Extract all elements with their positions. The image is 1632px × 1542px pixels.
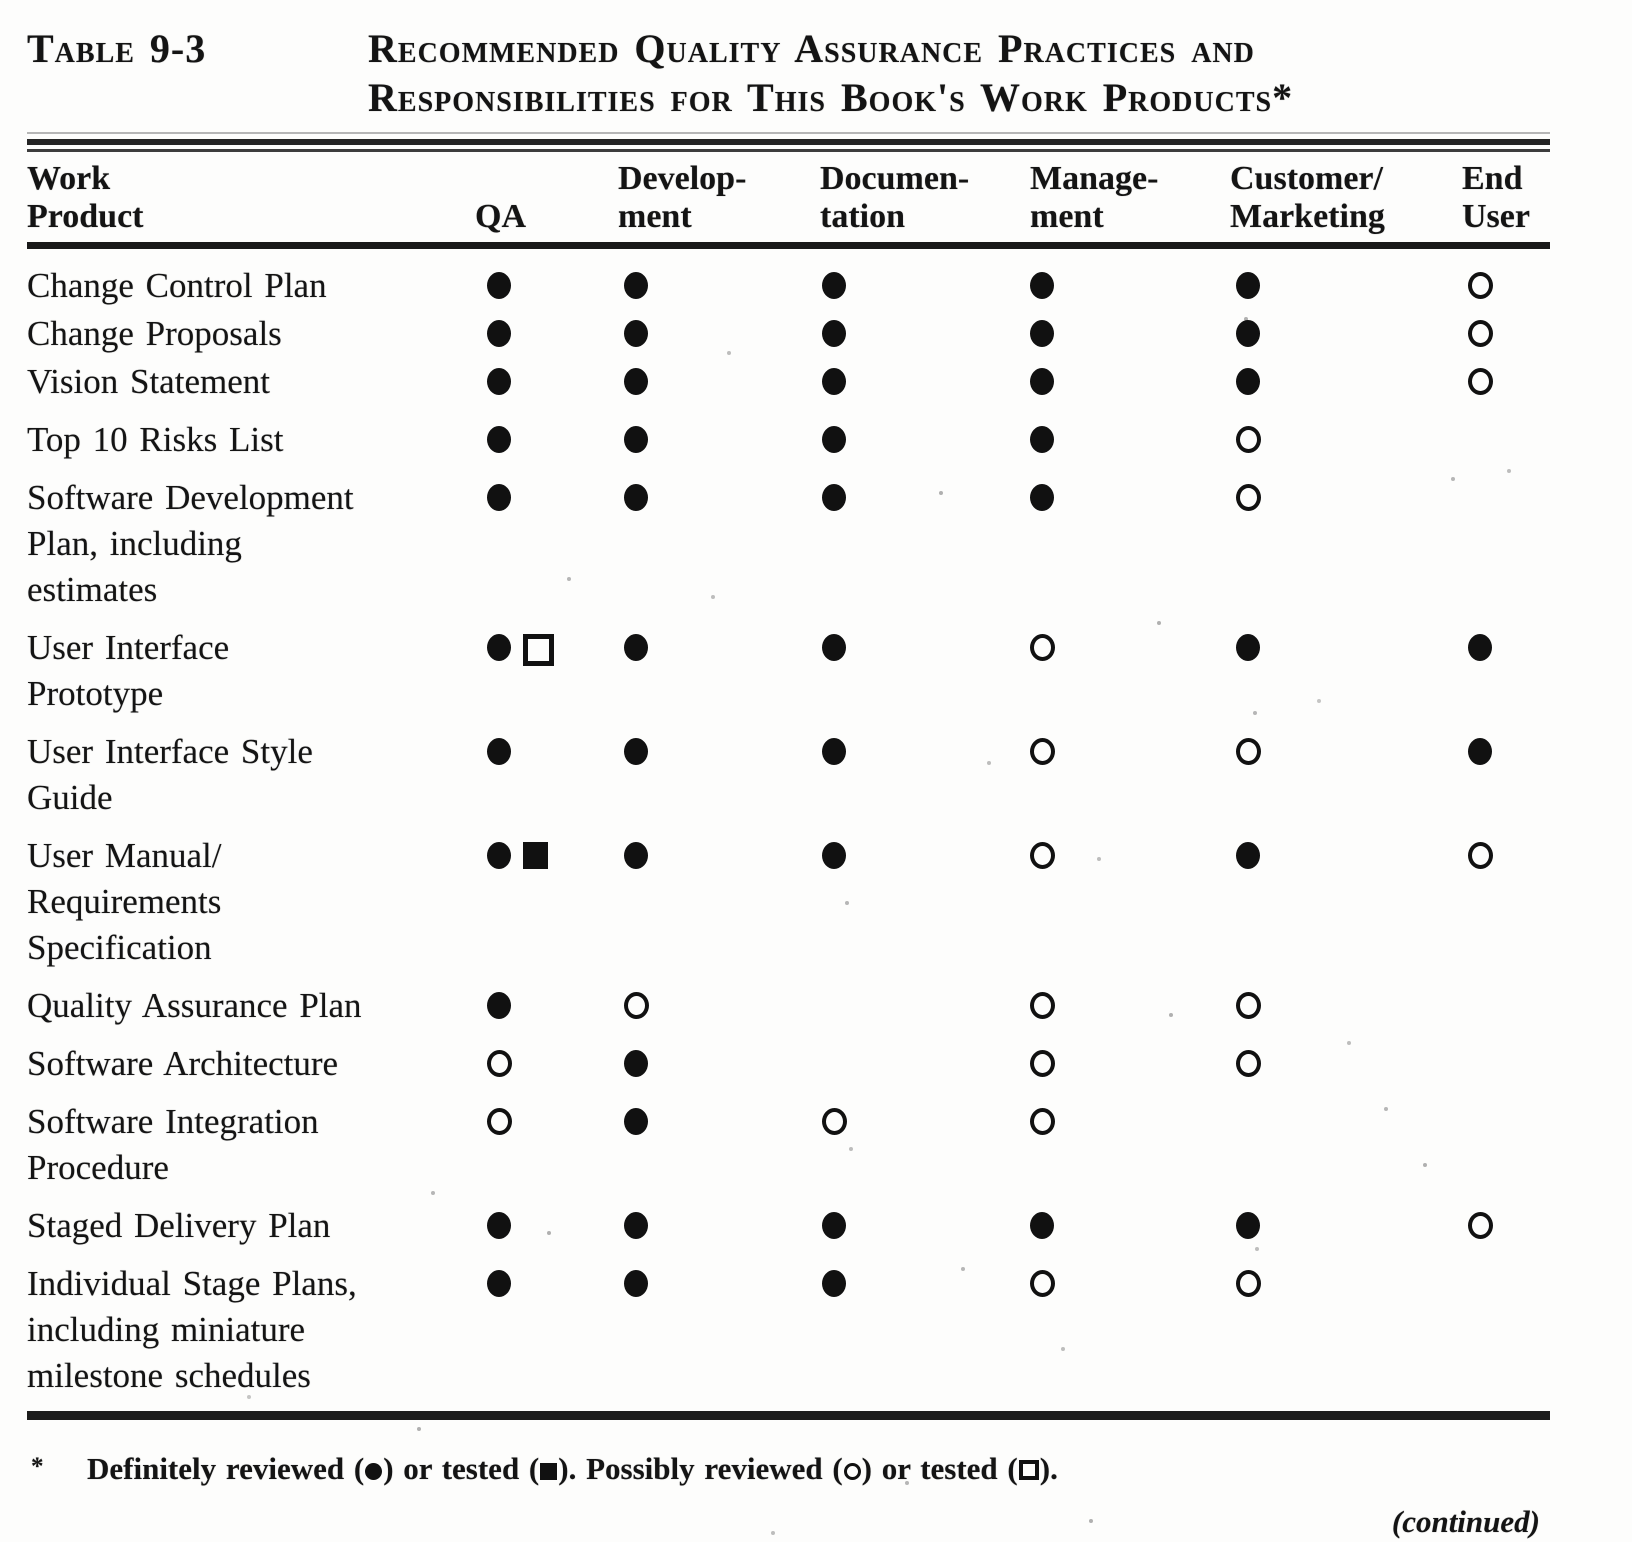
open-circle-icon bbox=[1468, 368, 1493, 395]
column-header-development bbox=[602, 160, 802, 236]
work-product-name bbox=[27, 1261, 457, 1399]
responsibility-cell bbox=[1012, 1203, 1212, 1249]
column-header-line: Manage- bbox=[1030, 160, 1159, 197]
filled-circle-icon bbox=[487, 426, 511, 453]
responsibility-cell bbox=[1012, 729, 1212, 821]
table-row bbox=[27, 359, 1550, 405]
footnote-marker: * bbox=[31, 1453, 44, 1480]
table-row bbox=[27, 1041, 1550, 1087]
responsibility-cell bbox=[1012, 833, 1212, 971]
responsibility-cell bbox=[457, 417, 602, 463]
filled-circle-icon bbox=[487, 1270, 511, 1297]
filled-circle-icon bbox=[487, 320, 511, 347]
responsibility-cell bbox=[1442, 833, 1550, 971]
responsibility-cell bbox=[1212, 417, 1442, 463]
open-circle-icon bbox=[1236, 426, 1261, 453]
filled-circle-icon bbox=[822, 1270, 846, 1297]
table-title-line-2: Responsibilities for This Book's Work Products* bbox=[368, 75, 1294, 120]
filled-circle-icon bbox=[487, 1212, 511, 1239]
filled-circle-icon bbox=[624, 634, 648, 661]
table-title bbox=[368, 24, 1550, 122]
responsibility-cell bbox=[457, 359, 602, 405]
responsibility-cell bbox=[1442, 729, 1550, 821]
filled-circle-icon bbox=[1030, 368, 1054, 395]
work-product-name-line: Requirements bbox=[27, 882, 222, 921]
responsibility-cell bbox=[802, 625, 1012, 717]
open-circle-icon bbox=[1468, 320, 1493, 347]
column-header-line: tation bbox=[820, 198, 905, 235]
column-header-line: Product bbox=[27, 198, 144, 235]
responsibility-cell bbox=[1442, 263, 1550, 309]
filled-circle-icon bbox=[624, 1270, 648, 1297]
responsibility-cell bbox=[802, 311, 1012, 357]
responsibility-cell bbox=[602, 1041, 802, 1087]
column-header-line: ment bbox=[618, 198, 692, 235]
table-row bbox=[27, 263, 1550, 309]
filled-circle-icon bbox=[624, 484, 648, 511]
responsibility-cell bbox=[802, 1261, 1012, 1399]
open-circle-icon bbox=[1030, 1108, 1055, 1135]
responsibility-cell bbox=[1212, 359, 1442, 405]
responsibility-cell bbox=[457, 1099, 602, 1191]
work-product-name bbox=[27, 625, 457, 717]
responsibility-cell bbox=[1442, 311, 1550, 357]
filled-circle-icon bbox=[822, 426, 846, 453]
open-circle-icon bbox=[1030, 738, 1055, 765]
responsibility-cell bbox=[1212, 729, 1442, 821]
work-product-name bbox=[27, 1203, 457, 1249]
filled-circle-icon bbox=[1236, 368, 1260, 395]
responsibility-cell bbox=[457, 311, 602, 357]
work-product-name-line: milestone schedules bbox=[27, 1356, 311, 1395]
open-circle-icon bbox=[624, 992, 649, 1019]
table-row bbox=[27, 625, 1550, 717]
work-product-name bbox=[27, 263, 457, 309]
filled-circle-icon bbox=[822, 272, 846, 299]
responsibility-cell bbox=[1442, 983, 1550, 1029]
filled-circle-icon bbox=[487, 842, 511, 869]
responsibility-cell bbox=[602, 729, 802, 821]
responsibility-cell bbox=[457, 729, 602, 821]
responsibility-cell bbox=[1012, 1261, 1212, 1399]
filled-circle-icon bbox=[1236, 1212, 1260, 1239]
footnote bbox=[27, 1450, 1550, 1488]
responsibility-cell bbox=[1212, 263, 1442, 309]
work-product-name-line: Software Integration bbox=[27, 1102, 319, 1141]
column-header-documentation bbox=[802, 160, 1012, 236]
filled-circle-icon bbox=[624, 842, 648, 869]
responsibility-cell bbox=[1012, 625, 1212, 717]
work-product-name-line: Prototype bbox=[27, 674, 164, 713]
table-caption bbox=[27, 24, 1550, 122]
responsibility-cell bbox=[602, 311, 802, 357]
responsibility-cell bbox=[802, 1099, 1012, 1191]
responsibility-cell bbox=[602, 1203, 802, 1249]
responsibility-cell bbox=[1012, 417, 1212, 463]
responsibility-cell bbox=[1012, 983, 1212, 1029]
responsibility-cell bbox=[602, 417, 802, 463]
filled-circle-icon bbox=[822, 1212, 846, 1239]
filled-circle-icon bbox=[624, 368, 648, 395]
filled-circle-icon bbox=[822, 842, 846, 869]
table-label: Table 9-3 bbox=[27, 26, 207, 71]
header-bottom-rule bbox=[27, 242, 1550, 249]
responsibility-cell bbox=[457, 1261, 602, 1399]
table-row bbox=[27, 729, 1550, 821]
column-header-line: User bbox=[1462, 198, 1530, 235]
open-circle-icon bbox=[1030, 1270, 1055, 1297]
responsibility-cell bbox=[802, 1203, 1012, 1249]
work-product-name-line: Individual Stage Plans, bbox=[27, 1264, 357, 1303]
work-product-name-line: User Manual/ bbox=[27, 836, 222, 875]
column-header-line: Develop- bbox=[618, 160, 747, 197]
responsibility-cell bbox=[1012, 263, 1212, 309]
responsibility-cell bbox=[1442, 1041, 1550, 1087]
responsibility-cell bbox=[802, 263, 1012, 309]
open-circle-icon bbox=[1468, 272, 1493, 299]
open-circle-icon bbox=[487, 1108, 512, 1135]
responsibility-cell bbox=[1212, 311, 1442, 357]
filled-circle-icon bbox=[822, 634, 846, 661]
responsibility-cell bbox=[602, 1099, 802, 1191]
column-header-customer-marketing bbox=[1212, 160, 1442, 236]
responsibility-cell bbox=[1212, 1261, 1442, 1399]
responsibility-cell bbox=[802, 1041, 1012, 1087]
responsibility-cell bbox=[602, 475, 802, 613]
table-title-line-1: Recommended Quality Assurance Practices and bbox=[368, 26, 1255, 71]
filled-circle-icon bbox=[624, 320, 648, 347]
work-product-name bbox=[27, 729, 457, 821]
work-product-name-line: Staged Delivery Plan bbox=[27, 1206, 331, 1245]
work-product-name-line: User Interface bbox=[27, 628, 230, 667]
filled-circle-icon bbox=[1236, 272, 1260, 299]
responsibility-cell bbox=[802, 983, 1012, 1029]
responsibility-cell bbox=[1212, 1203, 1442, 1249]
column-header-management bbox=[1012, 160, 1212, 236]
filled-circle-icon bbox=[822, 484, 846, 511]
responsibility-cell bbox=[457, 475, 602, 613]
open-circle-icon bbox=[487, 1050, 512, 1077]
work-product-name-line: Specification bbox=[27, 928, 212, 967]
open-circle-icon bbox=[1236, 1050, 1261, 1077]
work-product-name-line: Software Architecture bbox=[27, 1044, 339, 1083]
column-header-line: Work bbox=[27, 160, 111, 197]
open-circle-icon bbox=[1468, 842, 1493, 869]
filled-circle-icon bbox=[624, 738, 648, 765]
filled-square-icon bbox=[540, 1463, 557, 1480]
column-header-line: Marketing bbox=[1230, 198, 1385, 235]
filled-circle-icon bbox=[1030, 426, 1054, 453]
responsibility-cell bbox=[802, 359, 1012, 405]
work-product-name-line: Vision Statement bbox=[27, 362, 270, 401]
open-circle-icon bbox=[822, 1108, 847, 1135]
top-double-rule bbox=[27, 139, 1550, 152]
filled-circle-icon bbox=[1030, 484, 1054, 511]
filled-circle-icon bbox=[624, 426, 648, 453]
responsibility-cell bbox=[802, 833, 1012, 971]
scan-speckles bbox=[0, 0, 2, 2]
open-square-icon bbox=[1019, 1460, 1039, 1480]
responsibility-cell bbox=[1212, 475, 1442, 613]
work-product-name-line: Quality Assurance Plan bbox=[27, 986, 362, 1025]
table-row bbox=[27, 983, 1550, 1029]
column-header-line: Documen- bbox=[820, 160, 970, 197]
open-circle-icon bbox=[1030, 634, 1055, 661]
work-product-name-line: Plan, including bbox=[27, 524, 242, 563]
responsibility-cell bbox=[1212, 983, 1442, 1029]
filled-circle-icon bbox=[1030, 1212, 1054, 1239]
work-product-name-line: Software Development bbox=[27, 478, 354, 517]
responsibility-cell bbox=[1012, 475, 1212, 613]
filled-circle-icon bbox=[1030, 272, 1054, 299]
work-product-name-line: Change Proposals bbox=[27, 314, 282, 353]
open-square-icon bbox=[523, 634, 554, 666]
responsibility-cell bbox=[1012, 311, 1212, 357]
responsibility-cell bbox=[1012, 359, 1212, 405]
open-circle-icon bbox=[1236, 738, 1261, 765]
column-header-line: End bbox=[1462, 160, 1523, 197]
filled-circle-icon bbox=[822, 320, 846, 347]
work-product-name bbox=[27, 417, 457, 463]
table-bottom-rule bbox=[27, 1411, 1550, 1420]
work-product-name bbox=[27, 1099, 457, 1191]
filled-circle-icon bbox=[1236, 842, 1260, 869]
responsibility-cell bbox=[802, 417, 1012, 463]
filled-circle-icon bbox=[624, 1108, 648, 1135]
responsibility-cell bbox=[1442, 359, 1550, 405]
work-product-name-line: Top 10 Risks List bbox=[27, 420, 284, 459]
table-header-row bbox=[27, 160, 1550, 236]
filled-circle-icon bbox=[1468, 634, 1492, 661]
filled-circle-icon bbox=[1468, 738, 1492, 765]
responsibility-cell bbox=[602, 983, 802, 1029]
filled-circle-icon bbox=[822, 368, 846, 395]
filled-circle-icon bbox=[624, 272, 648, 299]
open-circle-icon bbox=[1030, 842, 1055, 869]
responsibility-cell bbox=[457, 1041, 602, 1087]
open-circle-icon bbox=[1236, 484, 1261, 511]
responsibility-cell bbox=[1012, 1099, 1212, 1191]
filled-square-icon bbox=[523, 842, 548, 869]
table-row bbox=[27, 1099, 1550, 1191]
table-row bbox=[27, 475, 1550, 613]
table-row bbox=[27, 1261, 1550, 1399]
filled-circle-icon bbox=[624, 1050, 648, 1077]
responsibility-cell bbox=[1442, 1099, 1550, 1191]
column-header-line: ment bbox=[1030, 198, 1104, 235]
filled-circle-icon bbox=[1236, 320, 1260, 347]
responsibility-cell bbox=[802, 475, 1012, 613]
footnote-text: Definitely reviewed ( ) or tested ( ). Possibly reviewed ( ) or tested ( ). bbox=[87, 1451, 1058, 1486]
table-row bbox=[27, 833, 1550, 971]
filled-circle-icon bbox=[487, 738, 511, 765]
column-header-line: QA bbox=[475, 198, 526, 235]
table-body bbox=[27, 263, 1550, 1399]
work-product-name bbox=[27, 833, 457, 971]
work-product-name-line: estimates bbox=[27, 570, 158, 609]
work-product-name bbox=[27, 359, 457, 405]
open-circle-icon bbox=[844, 1463, 861, 1480]
responsibility-cell bbox=[457, 833, 602, 971]
work-product-name bbox=[27, 475, 457, 613]
work-product-name-line: including miniature bbox=[27, 1310, 306, 1349]
open-circle-icon bbox=[1236, 992, 1261, 1019]
column-header-work-product bbox=[27, 160, 457, 236]
column-header-line: Customer/ bbox=[1230, 160, 1383, 197]
table-row bbox=[27, 1203, 1550, 1249]
continued-label: (continued) bbox=[1391, 1504, 1540, 1539]
filled-circle-icon bbox=[822, 738, 846, 765]
responsibility-cell bbox=[602, 1261, 802, 1399]
responsibility-cell bbox=[1212, 625, 1442, 717]
filled-circle-icon bbox=[624, 1212, 648, 1239]
work-product-name-line: Guide bbox=[27, 778, 113, 817]
open-circle-icon bbox=[1030, 1050, 1055, 1077]
responsibility-cell bbox=[1442, 625, 1550, 717]
work-product-name bbox=[27, 311, 457, 357]
responsibility-cell bbox=[802, 729, 1012, 821]
responsibility-cell bbox=[1442, 1203, 1550, 1249]
filled-circle-icon bbox=[487, 484, 511, 511]
column-header-qa bbox=[457, 160, 602, 236]
responsibility-cell bbox=[457, 625, 602, 717]
filled-circle-icon bbox=[487, 368, 511, 395]
responsibility-cell bbox=[1212, 1099, 1442, 1191]
responsibility-cell bbox=[1442, 1261, 1550, 1399]
responsibility-cell bbox=[1212, 833, 1442, 971]
table-row bbox=[27, 417, 1550, 463]
responsibility-cell bbox=[602, 263, 802, 309]
work-product-name-line: Change Control Plan bbox=[27, 266, 327, 305]
responsibility-cell bbox=[1012, 1041, 1212, 1087]
filled-circle-icon bbox=[1236, 634, 1260, 661]
open-circle-icon bbox=[1030, 992, 1055, 1019]
open-circle-icon bbox=[1236, 1270, 1261, 1297]
filled-circle-icon bbox=[365, 1463, 382, 1480]
work-product-name-line: Procedure bbox=[27, 1148, 169, 1187]
responsibility-cell bbox=[602, 625, 802, 717]
responsibility-cell bbox=[457, 263, 602, 309]
responsibility-cell bbox=[1212, 1041, 1442, 1087]
responsibility-cell bbox=[602, 833, 802, 971]
responsibility-cell bbox=[602, 359, 802, 405]
table-row bbox=[27, 311, 1550, 357]
work-product-name bbox=[27, 1041, 457, 1087]
work-product-name-line: User Interface Style bbox=[27, 732, 313, 771]
filled-circle-icon bbox=[1030, 320, 1054, 347]
filled-circle-icon bbox=[487, 992, 511, 1019]
column-header-end-user bbox=[1442, 160, 1550, 236]
filled-circle-icon bbox=[487, 634, 511, 661]
responsibility-cell bbox=[1442, 475, 1550, 613]
responsibility-cell bbox=[457, 1203, 602, 1249]
open-circle-icon bbox=[1468, 1212, 1493, 1239]
work-product-name bbox=[27, 983, 457, 1029]
responsibility-cell bbox=[457, 983, 602, 1029]
top-rule-ghost bbox=[27, 132, 1550, 134]
responsibility-cell bbox=[1442, 417, 1550, 463]
filled-circle-icon bbox=[487, 272, 511, 299]
